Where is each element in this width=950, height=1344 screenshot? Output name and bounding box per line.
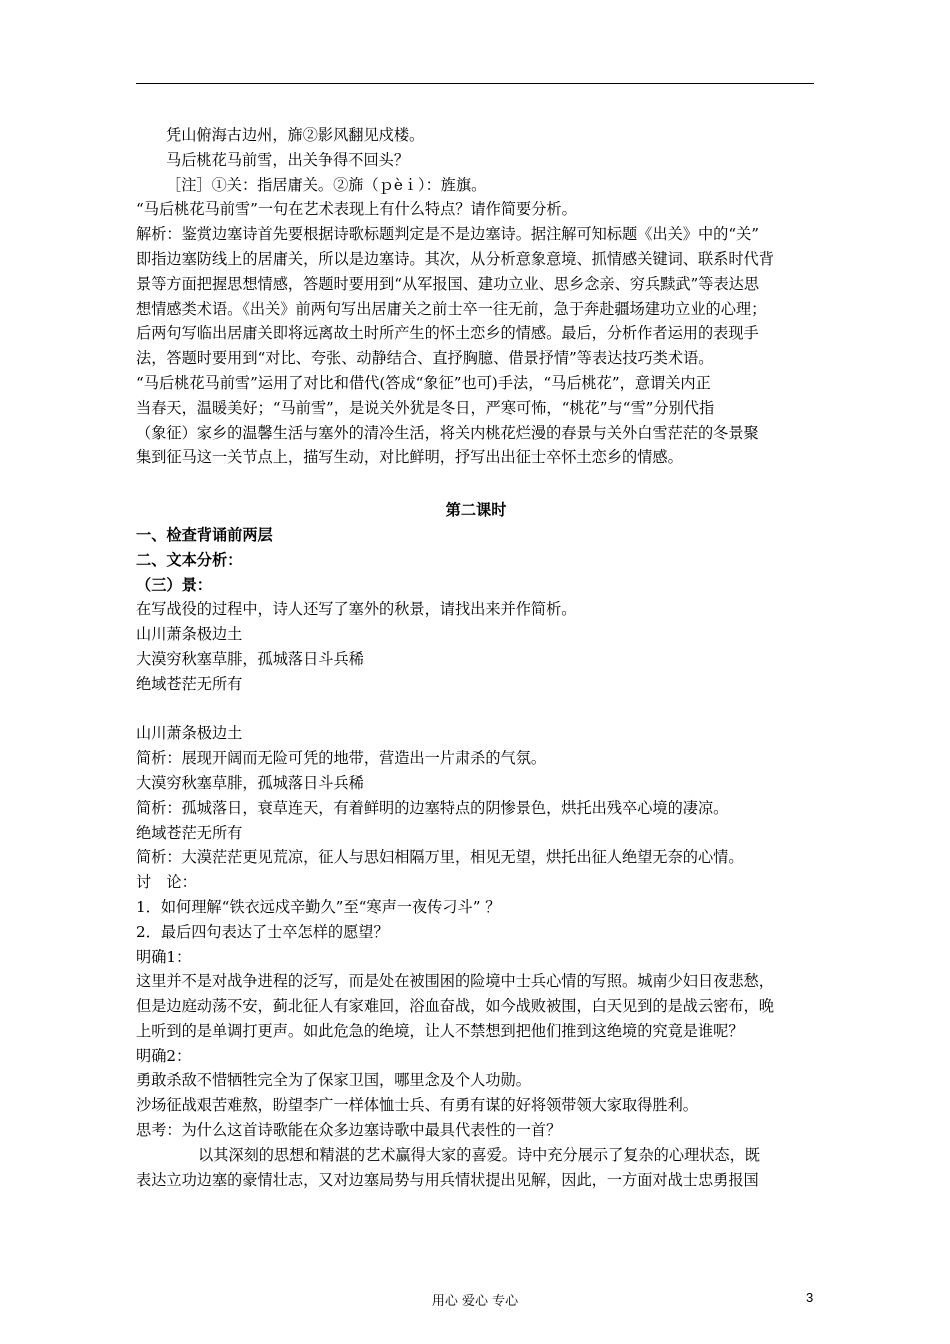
text-line: 想情感类术语。《出关》前两句写出居庸关之前士卒一往无前，急于奔赴疆场建功立业的心理； — [136, 299, 767, 318]
text-line: 绝域苍茫无所有 — [136, 823, 243, 842]
text-line: 2．最后四句表达了士卒怎样的愿望？ — [136, 922, 389, 941]
header-rule — [136, 83, 814, 84]
text-line: （三）景： — [136, 575, 212, 594]
text-line: 当春天，温暖美好；“马前雪”，是说关外犹是冬日，严寒可怖，“桃花”与“雪”分别代指 — [136, 398, 715, 417]
page-number: 3 — [806, 1290, 814, 1305]
text-line: “马后桃花马前雪”一句在艺术表现上有什么特点？请作简要分析。 — [136, 200, 577, 219]
text-line: 思考：为什么这首诗歌能在众多边塞诗歌中最具代表性的一首？ — [136, 1121, 562, 1140]
text-line: 第二课时 — [445, 501, 507, 520]
text-line: 表达立功边塞的豪情壮志，又对边塞局势与用兵情状提出见解，因此，一方面对战士忠勇报国 — [136, 1170, 759, 1189]
blank-line — [136, 697, 816, 722]
text-line: 勇敢杀敌不惜牺牲完全为了保家卫国，哪里念及个人功勋。 — [136, 1071, 531, 1090]
blank-line — [136, 470, 816, 498]
text-line: 讨 论： — [136, 873, 197, 892]
text-line: 后两句写临出居庸关即将远离故土时所产生的怀土恋乡的情感。最后，分析作者运用的表现手 — [136, 324, 759, 343]
text-line: 解析：鉴赏边塞诗首先要根据诗歌标题判定是不是边塞诗。据注解可知标题《出关》中的“关” — [136, 225, 760, 244]
text-line: 1．如何理解“铁衣远戍辛勤久”至“寒声一夜传刁斗” ？ — [136, 897, 501, 916]
text-line: 简析：展现开阔而无险可凭的地带，营造出一片肃杀的气氛。 — [136, 749, 547, 768]
text-line: 以其深刻的思想和精湛的艺术赢得大家的喜爱。诗中充分展示了复杂的心理状态，既 — [198, 1145, 760, 1164]
text-line: 山川萧条极边土 — [136, 625, 243, 644]
text-line: 但是边庭动荡不安，蓟北征人有家难回，浴血奋战，如今战败被围，白天见到的是战云密布，晚 — [136, 997, 774, 1016]
text-line: 明确2： — [136, 1046, 192, 1065]
text-line: 集到征马这一关节点上，描写生动，对比鲜明，抒写出出征士卒怀土恋乡的情感。 — [136, 448, 683, 467]
text-line: “马后桃花马前雪”运用了对比和借代(答成“象征”也可)手法，“马后桃花”，意谓关内正 — [136, 373, 711, 392]
text-line: 即指边塞防线上的居庸关，所以是边塞诗。其次，从分析意象意境、抓情感关键词、联系时代背 — [136, 249, 774, 268]
text-line: 马后桃花马前雪，出关争得不回头？ — [166, 150, 409, 169]
text-line: 这里并不是对战争进程的泛写，而是处在被围困的险境中士兵心情的写照。城南少妇日夜悲愁， — [136, 972, 774, 991]
page-footer: 用心 爱心 专心 — [431, 1294, 519, 1309]
text-line: 在写战役的过程中，诗人还写了塞外的秋景，请找出来并作简析。 — [136, 600, 577, 619]
text-line: 凭山俯海古边州，旆②影风翻见戍楼。 — [166, 126, 425, 144]
text-line: 大漠穷秋塞草腓，孤城落日斗兵稀 — [136, 649, 364, 668]
text-line: 二、文本分析： — [136, 550, 243, 569]
text-line: 法，答题时要用到“对比、夸张、动静结合、直抒胸臆、借景抒情”等表达技巧类术语。 — [136, 349, 714, 368]
text-line: 简析：孤城落日，衰草连天，有着鲜明的边塞特点的阴惨景色，烘托出残卒心境的凄凉。 — [136, 798, 729, 817]
text-line: 一、检查背诵前两层 — [136, 525, 273, 544]
text-line: ［注］①关：指居庸关。②旆（ｐèｉ）：旌旗。 — [166, 175, 487, 194]
text-line: 大漠穷秋塞草腓，孤城落日斗兵稀 — [136, 773, 364, 792]
text-line: 上听到的是单调打更声。如此危急的绝境，让人不禁想到把他们推到这绝境的究竟是谁呢？ — [136, 1021, 744, 1040]
text-line: 明确1： — [136, 947, 192, 966]
text-line: 绝域苍茫无所有 — [136, 674, 243, 693]
text-line: 山川萧条极边土 — [136, 724, 243, 743]
text-line: 景等方面把握思想情感，答题时要用到“从军报国、建功立业、思乡念亲、穷兵黩武”等表达思 — [136, 274, 760, 293]
text-line: （象征）家乡的温馨生活与塞外的清冷生活，将关内桃花烂漫的春景与关外白雪茫茫的冬景聚 — [136, 423, 759, 442]
text-line: 简析：大漠茫茫更见荒凉，征人与思妇相隔万里，相见无望，烘托出征人绝望无奈的心情。 — [136, 848, 744, 867]
text-line: 沙场征战艰苦难熬，盼望李广一样体恤士兵、有勇有谋的好将领带领大家取得胜利。 — [136, 1096, 698, 1115]
document-body — [136, 123, 816, 1192]
